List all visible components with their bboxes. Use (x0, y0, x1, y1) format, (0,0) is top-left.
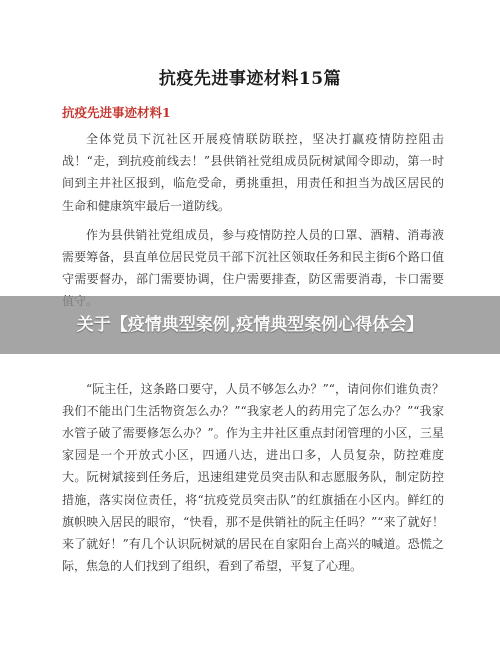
section-heading: 抗疫先进事迹材料1 (62, 105, 171, 120)
document-title: 抗疫先进事迹材料15篇 (158, 69, 342, 89)
article-title-banner[interactable] (0, 296, 500, 354)
paragraph-1: 全体党员下沉社区开展疫情联防联控，坚决打赢疫情防控阻击战！“走，到抗疫前线去！”县供销社党组成员阮树斌闻令即动，第一时间到主井社区报到，临危受命，勇挑重担，用责任和担当为战区居民的生命和健康筑牢最后一道防线。 (62, 132, 444, 213)
paragraph-3: “阮主任，这条路口要守，人员不够怎么办？”“，请问你们谁负责？我们不能出门生活物资怎么办？”“我家老人的药用完了怎么办？”“我家水管子破了需要修怎么办？”。作为主井社区重点封闭管理的小区，三星家园是一个开放式小区，四通八达，进出口多，人员复杂，防控难度大。阮树斌接到任务后，迅速组建党员突击队和志愿服务队，制定防控措施，落实岗位责任，将“抗疫党员突击队”的红旗插在小区内。鲜红的旗帜映入居民的眼帘，“快看，那不是供销社的阮主任吗？”“来了就好！来了就好！”有几个认识阮树斌的居民在自家阳台上高兴的喊道。恐慌之际，焦急的人们找到了组织，看到了希望，平复了心理。 (62, 381, 444, 574)
banner-title: 关于【疫情典型案例,疫情典型案例心得体会】 (76, 314, 424, 335)
paragraph-2: 作为县供销社党组成员，参与疫情防控人员的口罩、酒精、消毒液需要筹备，县直单位居民党员干部下沉社区领取任务和民主街6个路口值守需要督办，部门需要协调，住户需要排查，防区需要消毒，卡口需要 (62, 227, 444, 287)
